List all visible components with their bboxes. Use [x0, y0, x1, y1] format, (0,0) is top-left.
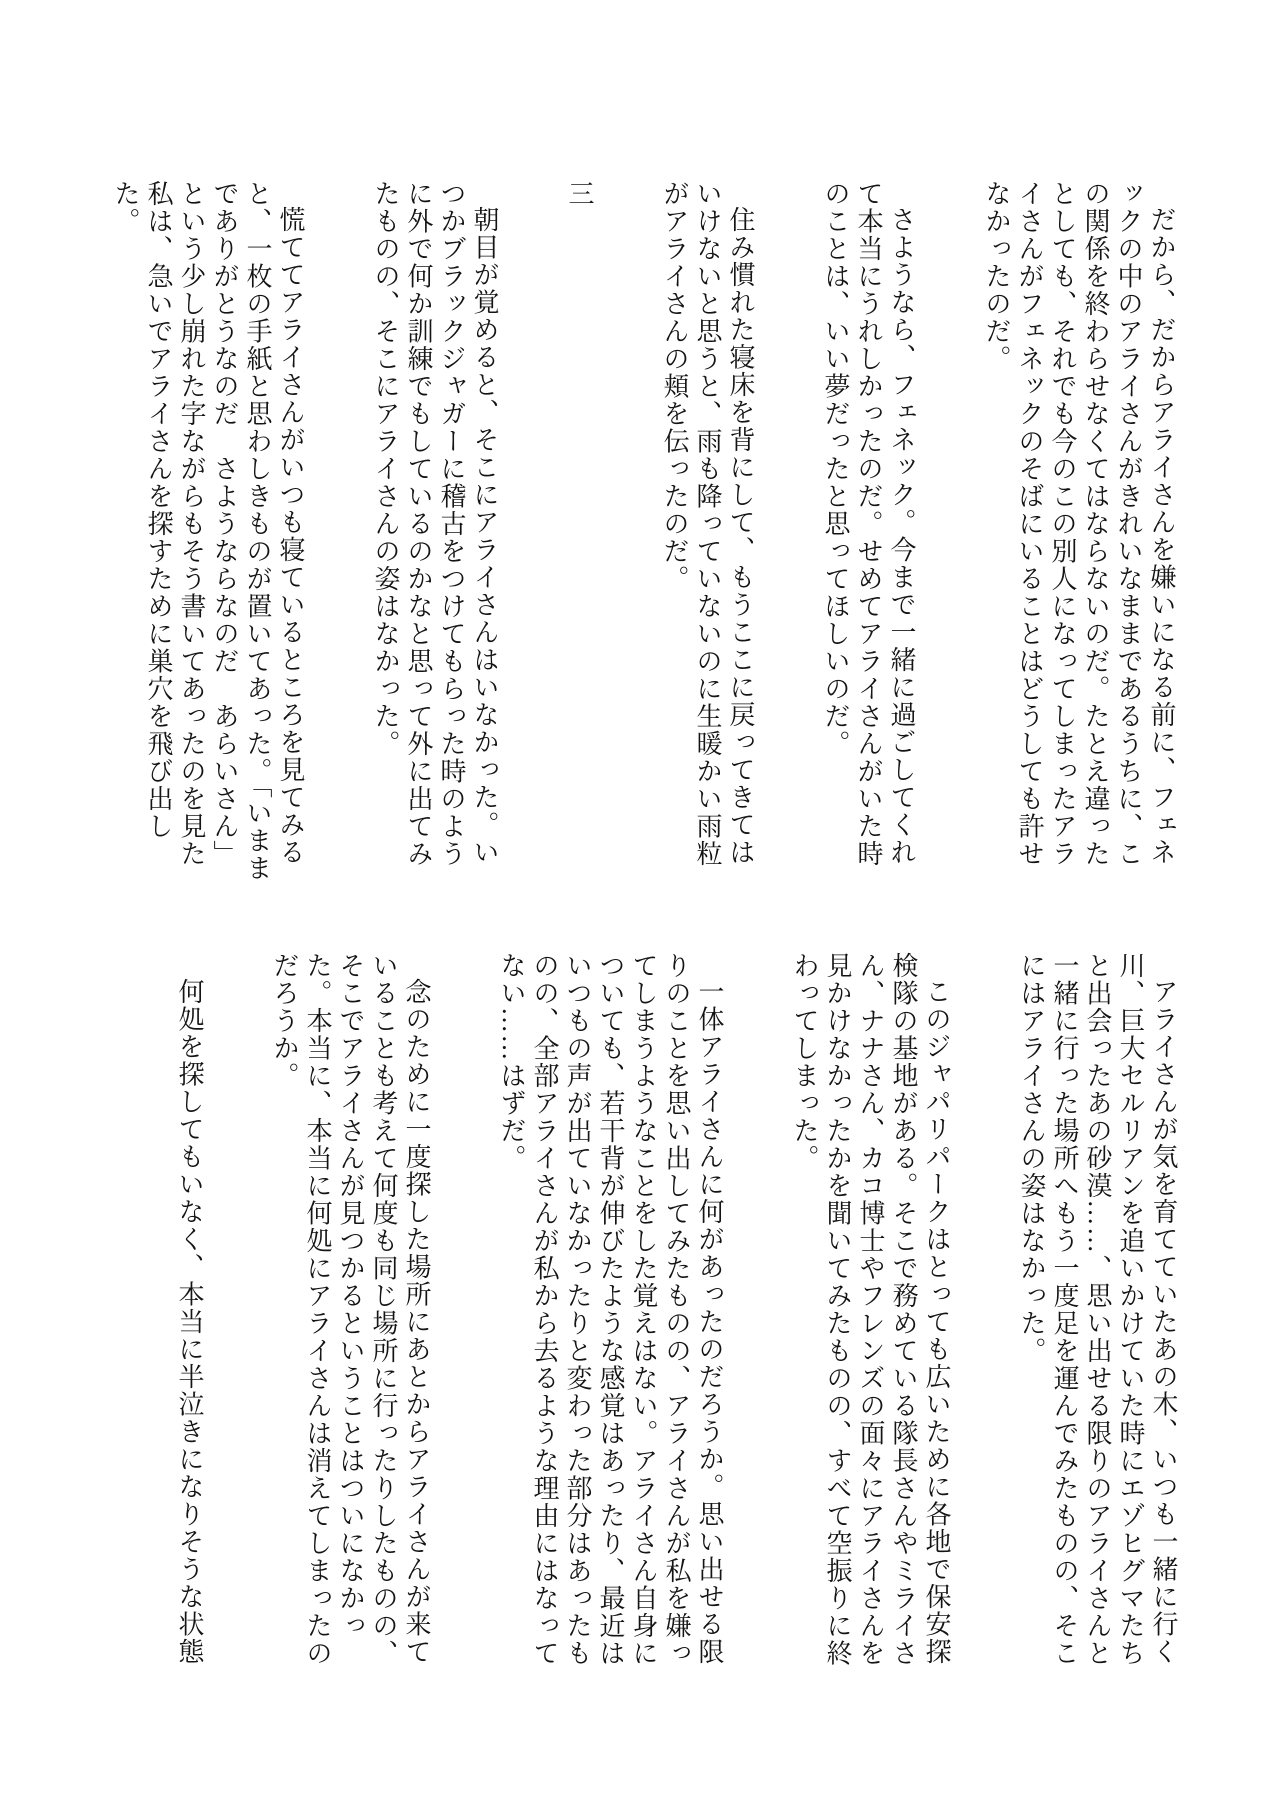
paragraph: アライさんが気を育てていたあの木、いつも一緒に行く川、巨大セルリアンを追いかけていた時にエゾヒグマたちと出会ったあの砂漠……、思い出せる限りのアライさんと一緒に行った場所へもう一度足を運んでみたものの、そこにはアライさんの姿はなかった。: [1017, 952, 1178, 1667]
section-heading: 三: [565, 180, 594, 208]
paragraph: 住み慣れた寝床を背にして、もうここに戻ってきてはいけないと思うと、雨も降っていないのに生暖かい雨粒がアライさんの頬を伝ったのだ。: [660, 180, 755, 868]
paragraph: 念のために一度探した場所にあとからアライさんが来ていることも考えて何度も同じ場所に行ったりしたものの、そこでアライさんが見つかるということはついになかった。本当に、本当に何処にアライさんは消えてしまったのだろうか。: [270, 952, 431, 1667]
paragraph: 一体アライさんに何があったのだろうか。思い出せる限りのことを思い出してみたものの、アライさんが私を嫌ってしまうようなことをした覚えはない。アライさん自身についても、若干背が伸びたような感覚はあったり、最近はいつもの声が出ていなかったりと変わった部分はあったものの、全部アライさんが私から去るような理由にはなってない……はずだ。: [497, 952, 724, 1667]
paragraph: 慌ててアライさんがいつも寝ているところを見てみると、一枚の手紙と思わしきものが置いてあった。「いままでありがとうなのだ さようならなのだ あらいさん」という少し崩れた字ながらもそう書いてあったのを見た私は、急いでアライさんを探すために巣穴を飛び出した。: [111, 180, 305, 882]
paragraph: だから、だからアライさんを嫌いになる前に、フェネックの中のアライさんがきれいなままであるうちに、この関係を終わらせなくてはならないのだ。たとえ違ったとしても、それでも今のこの別人になってしまったアライさんがフェネックのそばにいることはどうしても許せなかったのだ。: [982, 180, 1176, 868]
bottom-text-band: [173, 952, 1180, 1676]
top-text-band: [109, 180, 1178, 886]
paragraph: さようなら、フェネック。今まで一緒に過ごしてくれて本当にうれしかったのだ。せめてアライさんがいた時のことは、いい夢だったと思ってほしいのだ。: [821, 180, 916, 868]
paragraph: 何処を探してもいなく、本当に半泣きになりそうな状態: [175, 978, 204, 1666]
paragraph: 朝目が覚めると、そこにアライさんはいなかった。いつかブラックジャガーに稽古をつけてもらった時のように外で何か訓練でもしているのかなと思って外に出てみたものの、そこにアライさんの姿はなかった。: [371, 180, 499, 868]
paragraph: このジャパリパークはとっても広いために各地で保安探検隊の基地がある。そこで務めている隊長さんやミライさん、ナナさん、カコ博士やフレンズの面々にアライさんを見かけなかったかを聞いてみたものの、すべて空振りに終わってしまった。: [790, 952, 951, 1667]
